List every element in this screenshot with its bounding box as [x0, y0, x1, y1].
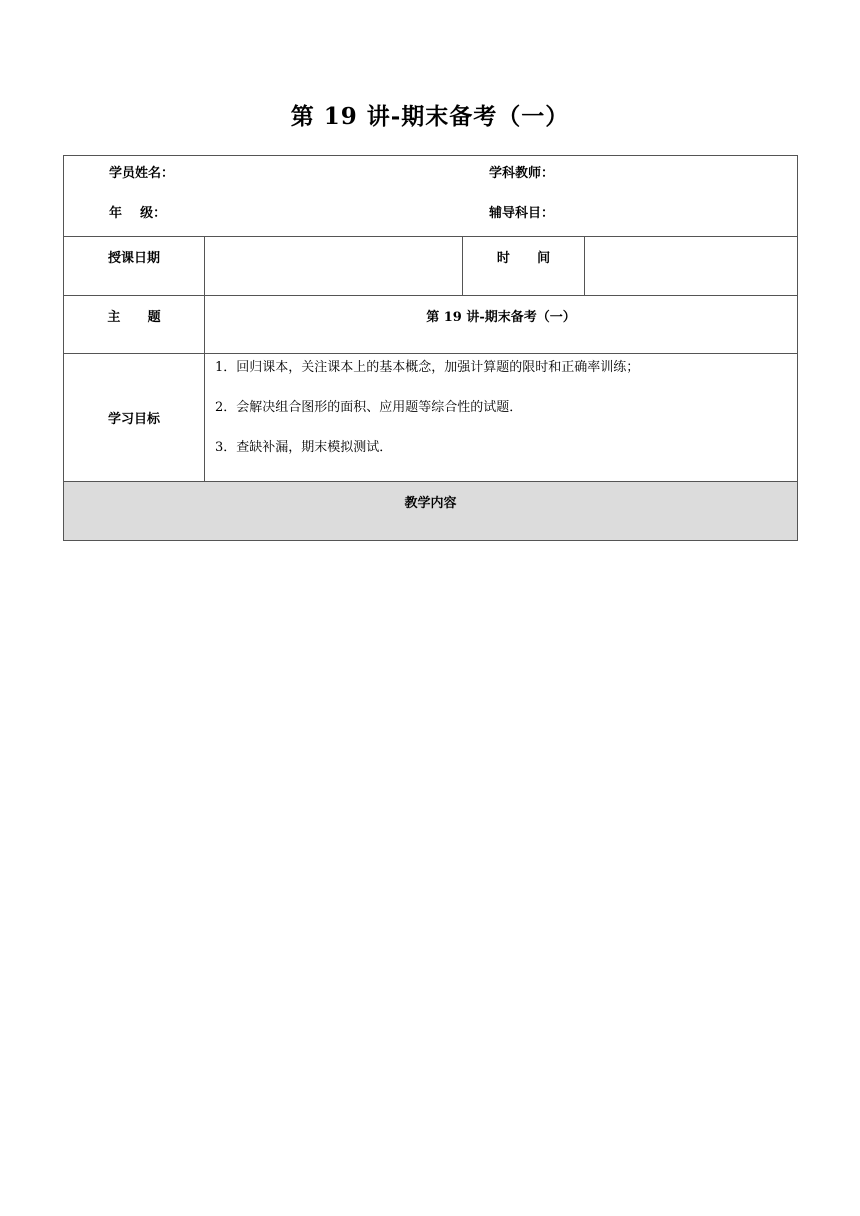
goal-item: 1．回归课本，关注课本上的基本概念，加强计算题的限时和正确率训练；	[215, 360, 640, 375]
teaching-content-label: 教学内容	[64, 482, 798, 541]
goal-item: 3．查缺补漏，期末模拟测试．	[215, 440, 393, 455]
goals-list	[205, 354, 798, 482]
teaching-content-row	[64, 482, 798, 541]
topic-value: 第 19 讲-期末备考（一）	[205, 296, 798, 354]
page-title: 第 19 讲-期末备考（一）	[290, 103, 570, 130]
goal-item: 2．会解决组合图形的面积、应用题等综合性的试题．	[215, 400, 523, 415]
topic-row	[64, 296, 798, 354]
schedule-row	[64, 237, 798, 296]
goals-row	[64, 354, 798, 482]
teacher-label: 学科教师：	[489, 166, 555, 181]
date-value	[205, 237, 463, 296]
time-label: 时 间	[463, 237, 585, 296]
time-value	[585, 237, 798, 296]
topic-label: 主 题	[64, 296, 205, 354]
student-name-label: 学员姓名：	[109, 166, 175, 181]
lesson-info-table	[63, 155, 798, 541]
goals-label: 学习目标	[64, 354, 205, 482]
date-label: 授课日期	[64, 237, 205, 296]
student-info-row	[64, 156, 798, 237]
grade-label: 年 级：	[109, 206, 167, 221]
subject-label: 辅导科目：	[489, 206, 555, 221]
student-info-cell	[64, 156, 798, 237]
